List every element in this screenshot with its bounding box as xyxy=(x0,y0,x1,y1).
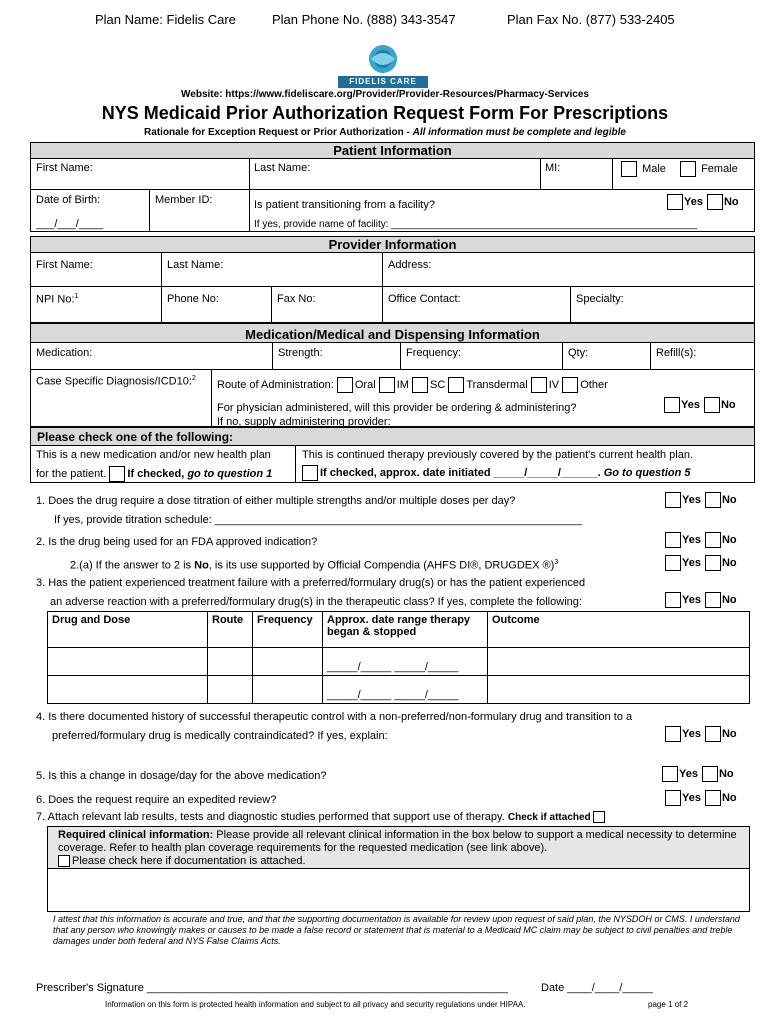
npi-footnote: 1 xyxy=(74,293,79,300)
fidelis-logo xyxy=(336,42,430,88)
q2a-no-checkbox[interactable] xyxy=(705,555,721,571)
q2-yes-no[interactable] xyxy=(665,532,737,548)
header-outcome: Outcome xyxy=(488,612,750,648)
diagnosis-label: Case Specific Diagnosis/ICD10: xyxy=(36,375,192,388)
subtitle-complete: All information must be complete and legible xyxy=(412,127,626,138)
q6-yes-no[interactable] xyxy=(665,790,737,806)
patient-first-name[interactable]: First Name: xyxy=(36,162,93,174)
physician-admin-question: For physician administered, will this provider be ordering & administering? xyxy=(217,402,577,414)
divider xyxy=(272,342,273,370)
female-checkbox[interactable] xyxy=(680,161,696,177)
divider xyxy=(650,342,651,370)
table-row[interactable] xyxy=(48,676,750,704)
q7-check-label: Check if attached xyxy=(507,812,591,823)
q4-yes-checkbox[interactable] xyxy=(665,726,681,742)
npi-label: NPI No: xyxy=(36,293,75,306)
q1-yes-no[interactable] xyxy=(665,492,737,508)
medication-section-title: Medication/Medical and Dispensing Information xyxy=(30,323,755,343)
website: Website: https://www.fideliscare.org/Provider/Provider-Resources/Pharmacy-Services xyxy=(181,89,589,100)
header-drug-dose: Drug and Dose xyxy=(48,612,208,648)
q2a-footnote: 3 xyxy=(554,559,559,566)
q7-text: 7. Attach relevant lab results, tests and diagnostic studies performed that support use of therapy. xyxy=(36,811,505,823)
clinical-info-header xyxy=(47,826,750,869)
question-3: 3. Has the patient experienced treatment failure with a preferred/formulary drug(s) or has the patient experienced xyxy=(36,577,586,589)
question-2: 2. Is the drug being used for an FDA approved indication? xyxy=(36,536,318,548)
q3-no-checkbox[interactable] xyxy=(705,592,721,608)
route-im-checkbox[interactable] xyxy=(379,377,395,393)
page-number: page 1 of 2 xyxy=(648,1000,689,1009)
medication-strength[interactable]: Strength: xyxy=(278,347,323,359)
divider xyxy=(161,252,162,323)
provider-address[interactable]: Address: xyxy=(388,259,432,271)
male-label: Male xyxy=(642,162,666,175)
q5-no-checkbox[interactable] xyxy=(702,766,718,782)
no-label: No xyxy=(721,791,737,804)
divider xyxy=(612,158,613,190)
npi-number[interactable] xyxy=(36,293,78,306)
attestation-text: I attest that this information is accurate and true, and that the supporting documentation is available for review upon request of said plan, the NYSDOH or CMS. I understand that any person who knowingly makes or causes to be made a false record or statement that is material to a Medicaid MC claim may be subject to civil penalties and treble damages under both federal and NYS False Claims Acts. xyxy=(53,914,740,946)
q6-yes-checkbox[interactable] xyxy=(665,790,681,806)
go-to-question-5: Go to question 5 xyxy=(600,466,691,479)
divider xyxy=(382,252,383,323)
date-range-cell[interactable]: _____/_____ _____/_____ xyxy=(323,676,488,704)
yes-label: Yes xyxy=(679,767,698,780)
yes-label: Yes xyxy=(681,398,700,411)
divider xyxy=(211,369,212,427)
q6-no-checkbox[interactable] xyxy=(705,790,721,806)
header-route: Route xyxy=(208,612,253,648)
approx-date-initiated[interactable]: If checked, approx. date initiated _____/_____/______. xyxy=(320,466,601,479)
administering-provider[interactable]: If no, supply administering provider: xyxy=(217,416,391,427)
continued-therapy-text: This is continued therapy previously covered by the patient's current health plan. xyxy=(302,449,693,461)
plan-fax: Plan Fax No. (877) 533-2405 xyxy=(507,12,675,27)
provider-first-name[interactable]: First Name: xyxy=(36,259,93,271)
no-label: No xyxy=(718,767,734,780)
yes-label: Yes xyxy=(682,791,701,804)
medication-name[interactable]: Medication: xyxy=(36,347,93,359)
hipaa-note: Information on this form is protected health information and subject to all privacy and security regulations under HIPAA. xyxy=(105,1000,526,1009)
provider-last-name[interactable]: Last Name: xyxy=(167,259,224,271)
yes-label: Yes xyxy=(682,593,701,606)
question-3b: an adverse reaction with a preferred/formulary drug(s) in the therapeutic class? If yes, complete the following: xyxy=(50,596,582,608)
documentation-label: Please check here if documentation is attached. xyxy=(72,855,306,867)
titration-schedule[interactable]: If yes, provide titration schedule: ____________________________________________________________ xyxy=(54,514,582,526)
facility-name[interactable]: If yes, provide name of facility: _______________________________________________________ xyxy=(254,219,698,230)
yes-label: Yes xyxy=(682,727,701,740)
transition-question: Is patient transitioning from a facility? xyxy=(254,199,435,211)
header-date-range: Approx. date range therapy began & stopped xyxy=(323,612,488,648)
q2-yes-checkbox[interactable] xyxy=(665,532,681,548)
q4-yes-no[interactable] xyxy=(665,726,737,742)
clinical-info-textbox[interactable] xyxy=(47,868,750,912)
question-2a xyxy=(70,559,558,572)
divider xyxy=(295,445,296,483)
medication-qty[interactable]: Qty: xyxy=(568,347,589,359)
no-label: No xyxy=(721,493,737,506)
member-id[interactable]: Member ID: xyxy=(155,194,213,206)
q3-yes-no[interactable] xyxy=(665,592,737,608)
transition-no-checkbox[interactable] xyxy=(707,194,723,210)
yes-label: Yes xyxy=(682,533,701,546)
male-option[interactable] xyxy=(621,161,666,177)
question-5: 5. Is this a change in dosage/day for the above medication? xyxy=(36,770,327,782)
documentation-checkbox[interactable] xyxy=(58,855,70,867)
question-4b: preferred/formulary drug is medically contraindicated? If yes, explain: xyxy=(52,730,388,742)
logo-text: FIDELIS CARE xyxy=(349,77,417,86)
no-label: No xyxy=(721,533,737,546)
frequency-cell[interactable] xyxy=(253,648,323,676)
new-medication-option[interactable] xyxy=(36,466,272,482)
specialty[interactable]: Specialty: xyxy=(576,293,624,305)
question-1: 1. Does the drug require a dose titration of either multiple strengths and/or multiple doses per day? xyxy=(36,495,516,507)
route-transdermal-checkbox[interactable] xyxy=(448,377,464,393)
q2a-yes-no[interactable] xyxy=(665,555,737,571)
route-cell[interactable] xyxy=(208,648,253,676)
female-option[interactable] xyxy=(680,161,738,177)
go-to-question-1: go to question 1 xyxy=(187,467,273,480)
divider xyxy=(271,286,272,323)
transition-yes-checkbox[interactable] xyxy=(667,194,683,210)
plan-name: Plan Name: Fidelis Care xyxy=(95,12,236,27)
divider xyxy=(540,158,541,190)
patient-section-title: Patient Information xyxy=(30,142,755,159)
new-medication-checkbox[interactable] xyxy=(109,466,125,482)
q2a-no: No xyxy=(194,559,209,572)
physician-no-checkbox[interactable] xyxy=(704,397,720,413)
route-of-administration xyxy=(217,377,608,393)
outcome-cell[interactable] xyxy=(488,676,750,704)
diagnosis-icd10[interactable] xyxy=(36,375,196,388)
check-one-title: Please check one of the following: xyxy=(30,427,755,446)
question-6: 6. Does the request require an expedited review? xyxy=(36,794,277,806)
medication-refills[interactable]: Refill(s): xyxy=(656,347,697,359)
transition-yes-no[interactable] xyxy=(667,194,739,210)
provider-section-title: Provider Information xyxy=(30,236,755,253)
form-title: NYS Medicaid Prior Authorization Request Form For Prescriptions xyxy=(101,103,669,123)
frequency-cell[interactable] xyxy=(253,676,323,704)
outcome-cell[interactable] xyxy=(488,648,750,676)
question-4: 4. Is there documented history of successful therapeutic control with a non-preferred/non-formulary drug and transition to a xyxy=(36,711,633,723)
new-medication-text-2: for the patient. xyxy=(36,467,107,480)
medication-frequency[interactable]: Frequency: xyxy=(406,347,462,359)
route-sc-checkbox[interactable] xyxy=(412,377,428,393)
no-label: No xyxy=(721,593,737,606)
continued-therapy-option[interactable] xyxy=(302,465,691,481)
route-label: Route of Administration: xyxy=(217,378,334,391)
table-row[interactable] xyxy=(48,648,750,676)
table-header-row xyxy=(48,612,750,648)
office-contact[interactable]: Office Contact: xyxy=(388,293,461,305)
physician-yes-checkbox[interactable] xyxy=(664,397,680,413)
patient-last-name[interactable]: Last Name: xyxy=(254,162,311,174)
subtitle-rationale: Rationale for Exception Request or Prior Authorization - xyxy=(144,127,413,138)
divider xyxy=(400,342,401,370)
q2-no-checkbox[interactable] xyxy=(705,532,721,548)
no-label: No xyxy=(720,398,736,411)
route-iv-checkbox[interactable] xyxy=(531,377,547,393)
form-subtitle xyxy=(0,127,770,138)
q1-no-checkbox[interactable] xyxy=(705,492,721,508)
provider-phone[interactable]: Phone No: xyxy=(167,293,219,305)
signature-date[interactable]: Date ____/____/_____ xyxy=(541,982,653,994)
q4-no-checkbox[interactable] xyxy=(705,726,721,742)
divider xyxy=(562,342,563,370)
new-medication-if-checked: If checked, xyxy=(127,467,188,480)
q2a-text-1: 2.(a) If the answer to 2 is xyxy=(70,559,195,572)
q3-yes-checkbox[interactable] xyxy=(665,592,681,608)
drug-dose-cell[interactable] xyxy=(48,648,208,676)
q7-attached-checkbox[interactable] xyxy=(593,811,605,823)
continued-therapy-checkbox[interactable] xyxy=(302,465,318,481)
question-7 xyxy=(36,811,607,823)
clinical-info-text: Please provide all relevant clinical information in the box below to support a medical necessity to determine coverage. Refer to health plan coverage requirements for the requested medication (see link above). xyxy=(58,829,737,854)
clinical-info-title: Required clinical information: xyxy=(58,829,214,841)
q2a-yes-checkbox[interactable] xyxy=(665,555,681,571)
route-oral-checkbox[interactable] xyxy=(337,377,353,393)
no-label: No xyxy=(721,556,737,569)
route-other-checkbox[interactable] xyxy=(562,377,578,393)
date-range-cell[interactable]: _____/_____ _____/_____ xyxy=(323,648,488,676)
route-sc: SC xyxy=(430,378,446,391)
male-checkbox[interactable] xyxy=(621,161,637,177)
dob-field[interactable]: ___/___/____ xyxy=(36,218,104,230)
q5-yes-no[interactable] xyxy=(662,766,734,782)
drug-history-table xyxy=(47,611,750,704)
route-oral: Oral xyxy=(354,378,376,391)
dob-label: Date of Birth: xyxy=(36,194,101,206)
yes-label: Yes xyxy=(682,493,701,506)
divider xyxy=(570,286,571,323)
route-im: IM xyxy=(396,378,409,391)
provider-fax[interactable]: Fax No: xyxy=(277,293,316,305)
route-cell[interactable] xyxy=(208,676,253,704)
drug-dose-cell[interactable] xyxy=(48,676,208,704)
documentation-option[interactable] xyxy=(58,855,739,868)
new-medication-text: This is a new medication and/or new health plan xyxy=(36,449,271,461)
q2a-text-2: , is its use supported by Official Compendia (AHFS DI®, DRUGDEX ®) xyxy=(208,559,555,572)
medication-row-1 xyxy=(30,342,755,370)
route-other: Other xyxy=(580,378,608,391)
yes-label: Yes xyxy=(684,195,703,208)
diagnosis-footnote: 2 xyxy=(191,375,196,382)
prescriber-signature[interactable]: Prescriber's Signature ___________________________________________________________ xyxy=(36,982,508,994)
plan-phone: Plan Phone No. (888) 343-3547 xyxy=(272,12,456,27)
q1-yes-checkbox[interactable] xyxy=(665,492,681,508)
patient-mi[interactable]: MI: xyxy=(545,162,561,174)
female-label: Female xyxy=(701,162,738,175)
no-label: No xyxy=(723,195,739,208)
physician-admin-yes-no[interactable] xyxy=(664,397,736,413)
q5-yes-checkbox[interactable] xyxy=(662,766,678,782)
yes-label: Yes xyxy=(682,556,701,569)
route-transdermal: Transdermal xyxy=(466,378,528,391)
divider xyxy=(149,189,150,232)
header-frequency: Frequency xyxy=(253,612,323,648)
no-label: No xyxy=(721,727,737,740)
route-iv: IV xyxy=(548,378,560,391)
